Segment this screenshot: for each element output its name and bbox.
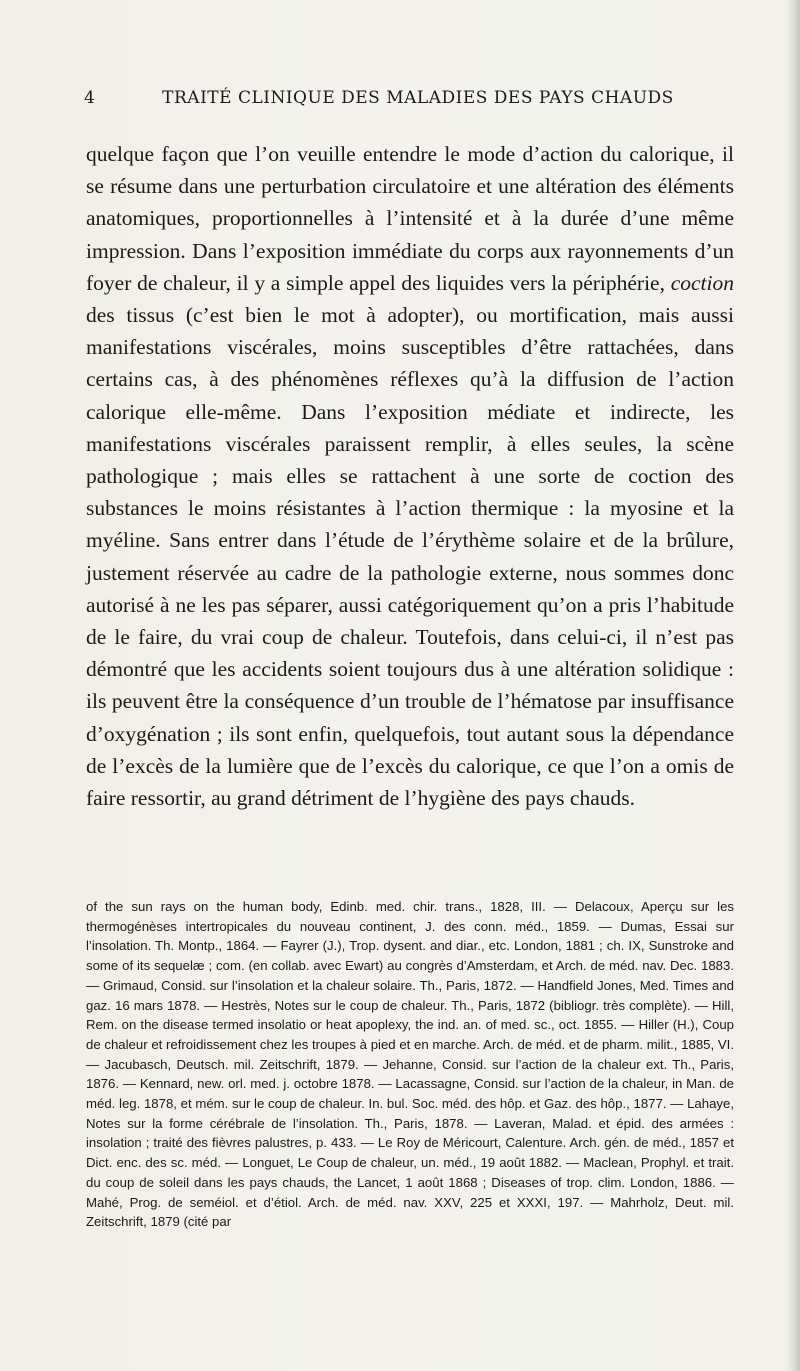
header-title: TRAITÉ CLINIQUE DES MALADIES DES PAYS CHAUDS (162, 88, 674, 108)
emphasized-word: coction (670, 270, 734, 295)
footnotes (86, 897, 734, 1232)
running-header (84, 88, 734, 114)
body-text-part-1: quelque façon que l’on veuille entendre le mode d’action du calorique, il se résume dans une perturbation circulatoire et une altération des éléments anatomiques, proportionnelles à l’intensité et à la durée d’une même impression. Dans l’exposition immédiate du corps aux rayonnements d’un foyer de chaleur, il y a simple appel des liquides vers la périphérie, (86, 142, 734, 295)
page-number: 4 (84, 88, 96, 108)
body-text-part-2: des tissus (c’est bien le mot à adopter), ou mortification, mais aussi manifestations viscérales, moins susceptibles d’être rattachées, dans certains cas, à des phénomènes réflexes qu’à la diffusion de l’action calorique elle-même. Dans l’exposition médiate et indirecte, les manifestations viscérales paraissent remplir, à elles seules, la scène pathologique ; mais elles se rattachent à une sorte de coction des substances le moins résistantes à l’action thermique : la myosine et la myéline. Sans entrer dans l’étude de l’érythème solaire et de la brûlure, justement réservée au cadre de la pathologie externe, nous sommes donc autorisé à ne les pas séparer, aussi catégoriquement qu’on a pris l’habitude de le faire, du vrai coup de chaleur. Toutefois, dans celui-ci, il n’est pas démontré que les accidents soient toujours dus à une altération solidique : ils peuvent être la conséquence d’un trouble de l’hématose par insuffisance d’oxygénation ; ils sont enfin, quelquefois, tout autant sous la dépendance de l’excès de la lumière que de l’excès du calorique, ce que l’on a omis de faire ressortir, au grand détriment de l’hygiène des pays chauds. (86, 303, 734, 811)
main-text (86, 138, 734, 814)
page-edge-shadow (786, 0, 800, 1371)
body-paragraph (86, 138, 734, 814)
footnote-paragraph: of the sun rays on the human body, Edinb. med. chir. trans., 1828, III. — Delacoux, Aperçu sur les thermogénèses intertropicales du nouveau continent, J. des conn. méd., 1859. — Dumas, Essai sur l’insolation. Th. Montp., 1864. — Fayrer (J.), Trop. dysent. and diar., etc. London, 1881 ; ch. IX, Sunstroke and some of its sequelæ ; com. (en collab. avec Ewart) au congrès d’Amsterdam, et Arch. de méd. nav. Dec. 1883. — Grimaud, Consid. sur l’insolation et la chaleur solaire. Th., Paris, 1872. — Handfield Jones, Med. Times and gaz. 16 mars 1878. — Hestrès, Notes sur le coup de chaleur. Th., Paris, 1872 (bibliogr. très complète). — Hill, Rem. on the disease termed insolatio or heat apoplexy, the ind. an. of med. sc., oct. 1855. — Hiller (H.), Coup de chaleur et refroidissement chez les troupes à pied et en marche. Arch. de méd. et de pharm. milit., 1885, VI. — Jacubasch, Deutsch. mil. Zeitschrift, 1879. — Jehanne, Consid. sur l’action de la chaleur ext. Th., Paris, 1876. — Kennard, new. orl. med. j. octobre 1878. — Lacassagne, Consid. sur l’action de la chaleur, in Man. de méd. leg. 1878, et mém. sur le coup de chaleur. In. bul. Soc. méd. des hôp. et Gaz. des hôp., 1877. — Lahaye, Notes sur la forme cérébrale de l’insolation. Th., Paris, 1878. — Laveran, Malad. et épid. des armées : insolation ; traité des fièvres palustres, p. 433. — Le Roy de Méricourt, Calenture. Arch. gén. de méd., 1857 et Dict. enc. des sc. méd. — Longuet, Le Coup de chaleur, un. méd., 19 août 1882. — Maclean, Prophyl. et trait. du coup de soleil dans les pays chauds, the Lancet, 1 août 1868 ; Diseases of trop. clim. London, 1886. — Mahé, Prog. de seméiol. et d’étiol. Arch. de méd. nav. XXV, 225 et XXXI, 197. — Mahrholz, Deut. mil. Zeitschrift, 1879 (cité par (86, 899, 734, 1230)
